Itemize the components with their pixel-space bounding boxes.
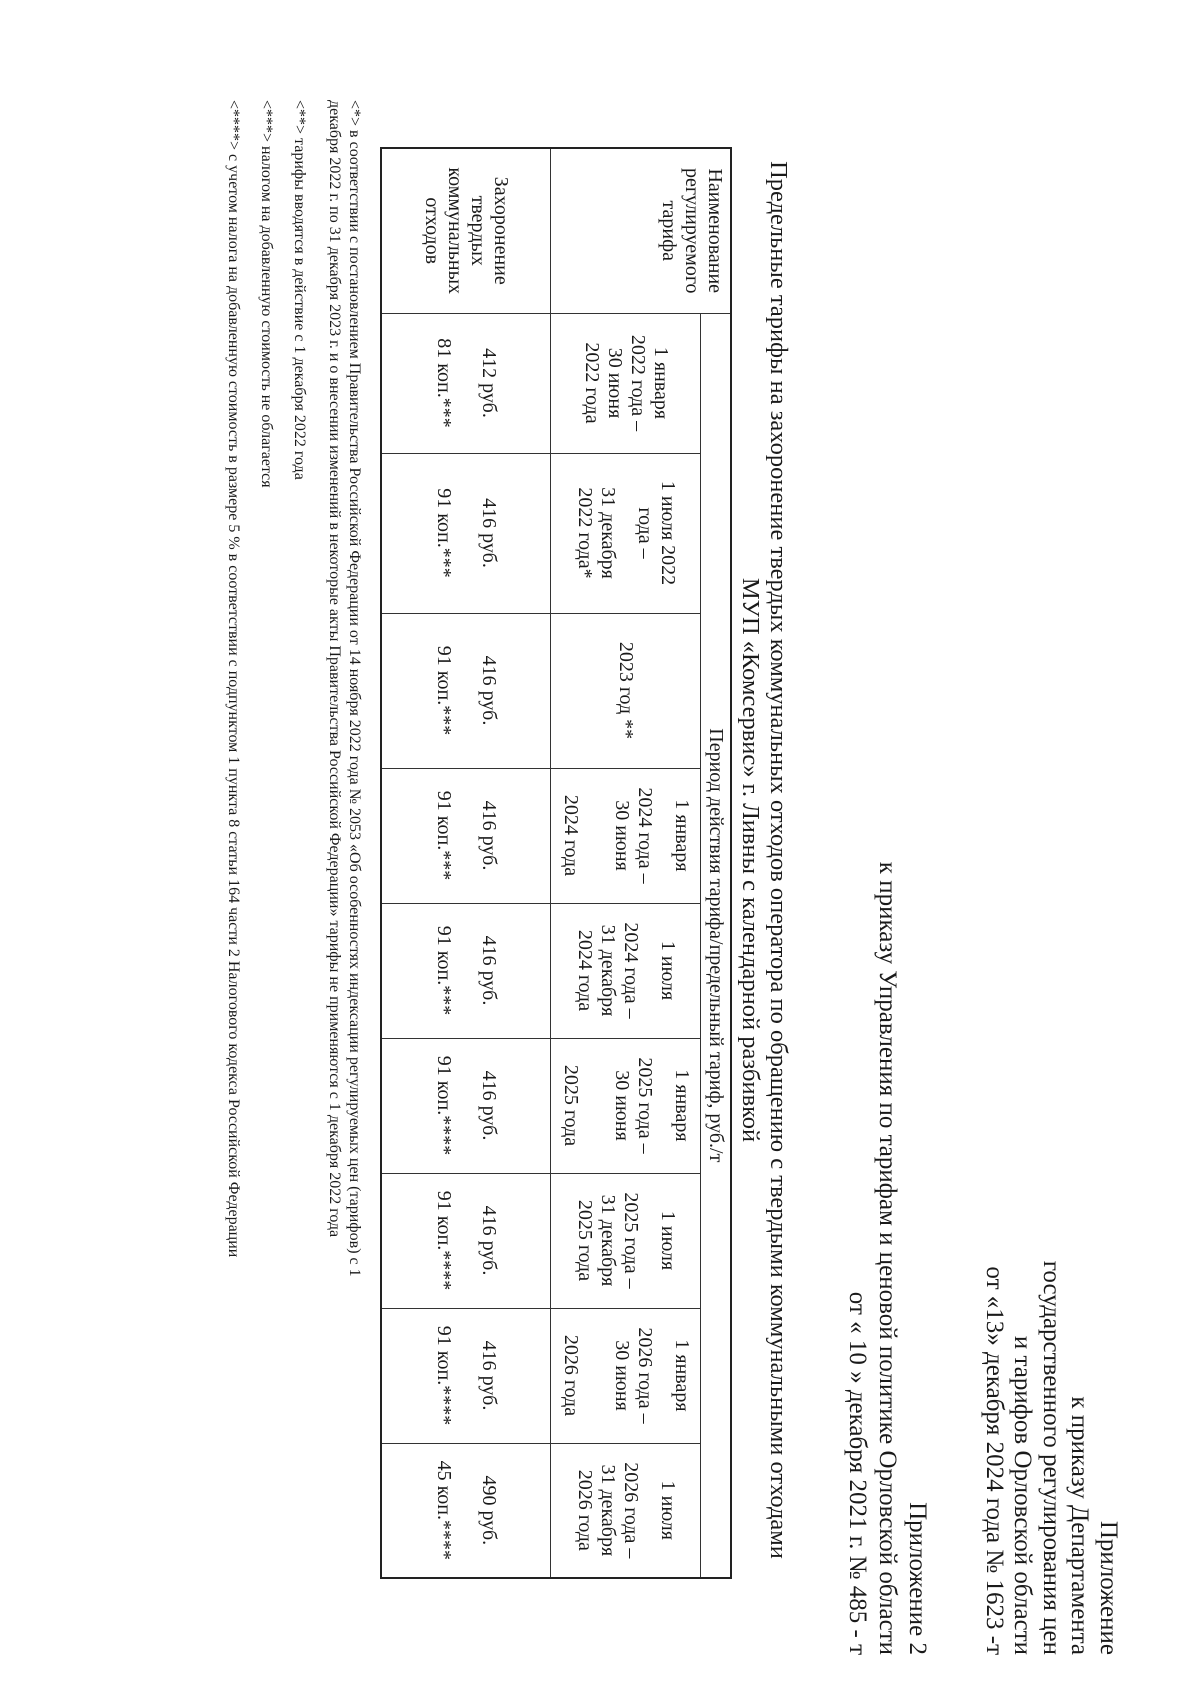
period-cell: 1 января 2024 года – 30 июня 2024 года xyxy=(551,768,701,903)
period-cell: 1 января 2025 года – 30 июня 2025 года xyxy=(551,1038,701,1173)
period-cell: 1 июля 2022 года – 31 декабря 2022 года* xyxy=(551,453,701,613)
appendix-line: от «13» декабря 2024 года № 1623 -т xyxy=(981,1266,1008,1655)
tariff-value-cell: 412 руб. 81 коп.*** xyxy=(381,313,551,453)
period-cell: 1 июля 2025 года – 31 декабря 2025 года xyxy=(551,1173,701,1308)
appendix-header-original xyxy=(842,860,932,1655)
period-row xyxy=(551,148,701,1578)
period-header-cell: Период действия тарифа/предельный тариф, руб./т xyxy=(701,313,731,1578)
title-line: Предельные тарифы на захоронение твердых коммунальных отходов оператора по обращению с твердыми коммунальными отходами xyxy=(765,161,792,1559)
tariff-value-cell: 416 руб. 91 коп.*** xyxy=(381,613,551,768)
tariff-value-cell: 416 руб. 91 коп.*** xyxy=(381,768,551,903)
appendix-line: и тарифов Орловской области xyxy=(1009,1335,1037,1655)
tariff-value-cell: 490 руб. 45 коп.**** xyxy=(381,1443,551,1578)
tariff-name-cell: Захоронение твердых коммунальных отходов xyxy=(381,148,551,313)
appendix-line: к приказу Управления по тарифам и ценовой политике Орловской области xyxy=(874,861,901,1655)
tariff-value-cell: 416 руб. 91 коп.*** xyxy=(381,903,551,1038)
appendix-line: государственного регулирования цен xyxy=(1038,1260,1065,1655)
footnote: <**> тарифы вводятся в действие с 1 декабря 2022 года xyxy=(291,100,308,480)
period-cell: 1 января 2026 года – 30 июня 2026 года xyxy=(551,1308,701,1443)
table-row xyxy=(381,148,551,1578)
footnote: <***> налогом на добавленную стоимость не облагается xyxy=(258,100,275,488)
appendix-line: от « 10 » декабря 2021 г. № 485 - т xyxy=(844,1291,871,1655)
title-line: МУП «Комсервис» г. Ливны с календарной разбивкой xyxy=(737,577,764,1143)
tariff-table xyxy=(380,147,732,1579)
tariff-value-cell: 416 руб. 91 коп.**** xyxy=(381,1038,551,1173)
appendix-header-current xyxy=(980,1040,1123,1655)
period-cell: 1 января 2022 года – 30 июня 2022 года xyxy=(551,313,701,453)
tariff-value-cell: 416 руб. 91 коп.*** xyxy=(381,453,551,613)
footnotes xyxy=(210,100,364,1660)
footnote: <****> с учетом налога на добавленную стоимость в размере 5 % в соответствии с подпунктом 1 пункта 8 статьи 164 части 2 Налогового кодекса Российской Федерации xyxy=(225,100,242,1258)
tariff-value-cell: 416 руб. 91 коп.**** xyxy=(381,1308,551,1443)
appendix-line: Приложение xyxy=(1095,1520,1122,1655)
appendix-line: Приложение 2 xyxy=(904,1502,931,1655)
period-cell: 1 июля 2024 года – 31 декабря 2024 года xyxy=(551,903,701,1038)
tariff-value-cell: 416 руб. 91 коп.**** xyxy=(381,1173,551,1308)
footnote: <*> в соответствии с постановлением Правительства Российской Федерации от 14 ноября 2022 года № 2053 «Об особенностях индексации регулируемых цен (тарифов) с 1 декабря 2022 г. по 31 декабря 2023 г. и о внесении изменений в некоторые акты Правительства Российской Федерации» тарифы не применяются с 1 декабря 2022 года xyxy=(326,100,363,1277)
appendix-line: к приказу Департамента xyxy=(1066,1396,1094,1655)
name-header-cell: Наименование регулируемого тарифа xyxy=(551,148,731,313)
period-cell: 2023 год ** xyxy=(551,613,701,768)
table-header-row xyxy=(701,148,731,1578)
period-cell: 1 июля 2026 года – 31 декабря 2026 года xyxy=(551,1443,701,1578)
document-title xyxy=(736,125,792,1595)
